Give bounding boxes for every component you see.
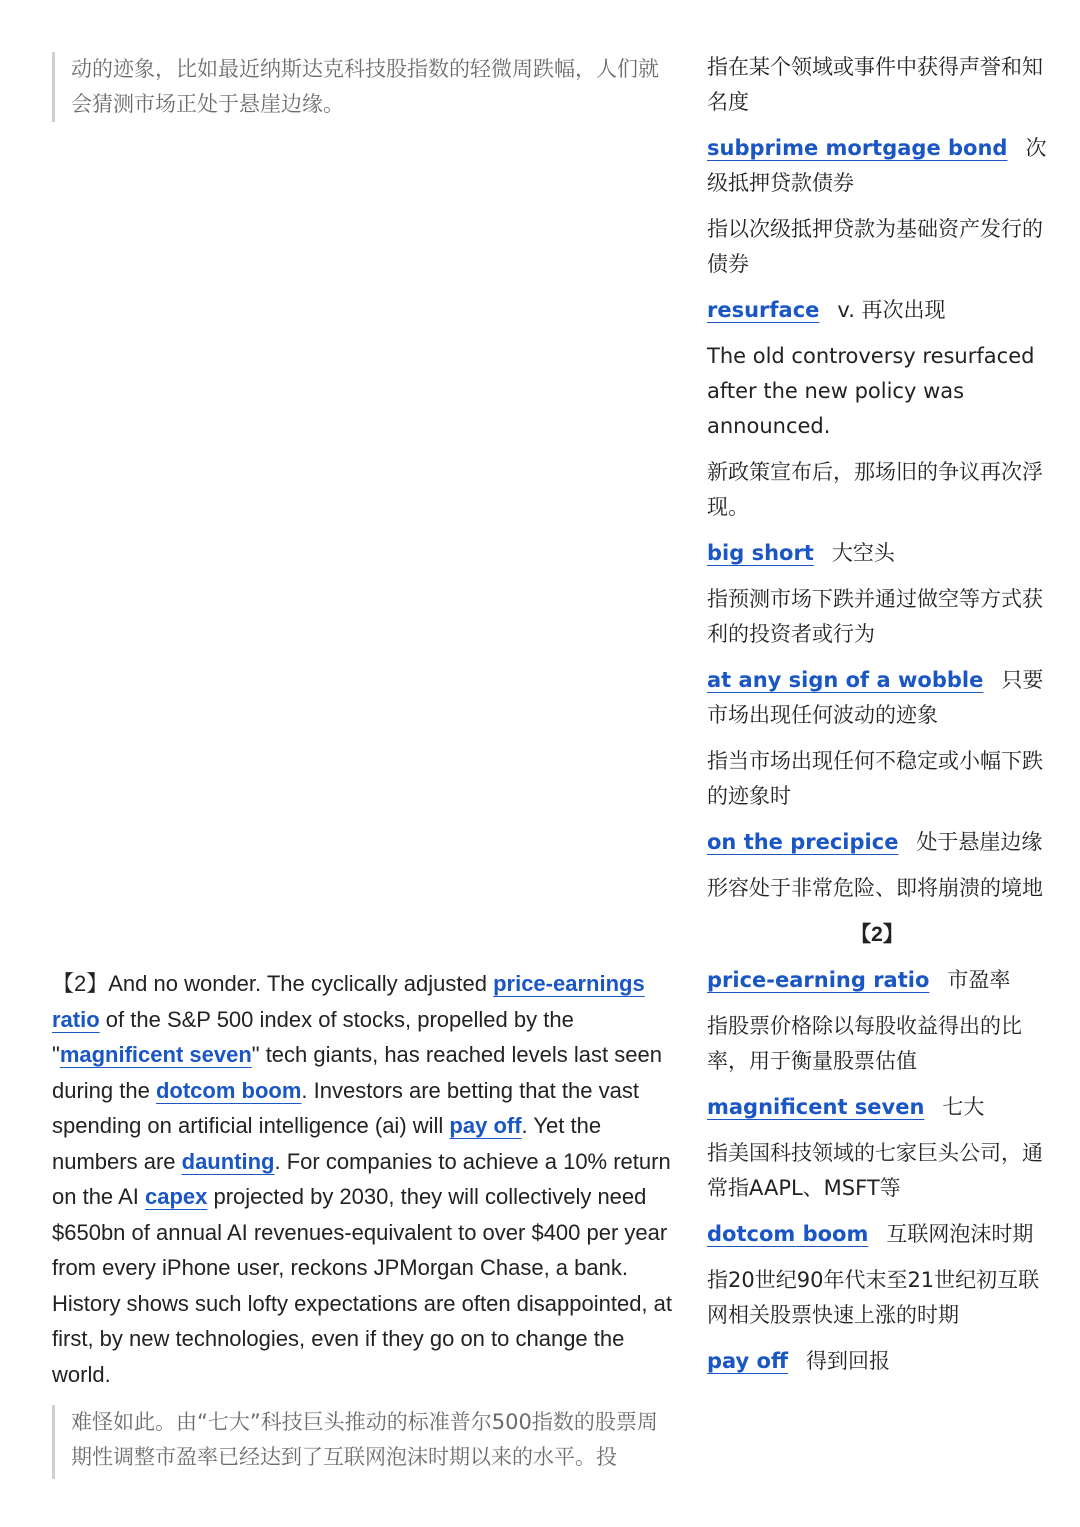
glossary-term-meaning: v. 再次出现 <box>837 298 946 322</box>
link-dotcom-boom[interactable]: dotcom boom <box>155 1077 302 1103</box>
glossary-entry-heading <box>707 1344 1047 1379</box>
glossary-list-a <box>707 131 1047 906</box>
glossary-entry-heading <box>707 663 1047 733</box>
glossary-term-link[interactable]: subprime mortgage bond <box>707 136 1008 160</box>
glossary-term-link[interactable]: big short <box>707 541 814 565</box>
glossary-entry-heading <box>707 825 1047 860</box>
glossary-term-link[interactable]: dotcom boom <box>707 1222 869 1246</box>
glossary-column <box>707 50 1047 1390</box>
glossary-term-link[interactable]: at any sign of a wobble <box>707 668 984 692</box>
glossary-term-meaning: 七大 <box>942 1095 985 1119</box>
glossary-entry-note: The old controversy resurfaced after the new policy was announced. <box>707 344 1035 438</box>
glossary-entry-note: 形容处于非常危险、即将崩溃的境地 <box>707 876 1043 900</box>
glossary-entry-note: 指当市场出现任何不稳定或小幅下跌的迹象时 <box>707 749 1043 808</box>
glossary-term-meaning: 大空头 <box>831 541 895 565</box>
article-paragraph-2 <box>52 966 677 1392</box>
link-price-earnings-ratio[interactable]: price-earnings ratio <box>52 971 645 1032</box>
glossary-term-meaning: 处于悬崖边缘 <box>916 830 1043 854</box>
glossary-entry-heading <box>707 536 1047 571</box>
article-column <box>52 0 680 1527</box>
glossary-term-link[interactable]: magnificent seven <box>707 1095 925 1119</box>
glossary-term-meaning: 互联网泡沫时期 <box>886 1222 1034 1246</box>
glossary-entry-note: 指美国科技领域的七家巨头公司，通常指AAPL、MSFT等 <box>707 1141 1043 1200</box>
glossary-term-link[interactable]: price-earning ratio <box>707 968 930 992</box>
text-segment: of the S&P 500 index of stocks, propelled by the " <box>52 1006 574 1067</box>
glossary-entry-note: 指以次级抵押贷款为基础资产发行的债券 <box>707 217 1043 276</box>
glossary-note: 指在某个领域或事件中获得声誉和知名度 <box>707 55 1043 114</box>
translation-quote-top: 动的迹象，比如最近纳斯达克科技股指数的轻微周跌幅，人们就会猜测市场正处于悬崖边缘。 <box>52 52 677 122</box>
text-segment: . Yet the numbers are <box>52 1113 602 1174</box>
text-segment: " tech giants, has reached levels last seen during the <box>52 1042 662 1103</box>
glossary-term-link[interactable]: pay off <box>707 1349 788 1373</box>
glossary-term-link[interactable]: on the precipice <box>707 830 899 854</box>
translation-quote-bottom: 难怪如此。由“七大”科技巨头推动的标准普尔500指数的股票周期性调整市盈率已经达到了互联网泡沫时期以来的水平。投 <box>52 1405 677 1479</box>
glossary-entry-heading <box>707 1217 1047 1252</box>
section-label: 【2】 <box>850 923 904 946</box>
glossary-entry-note: 指预测市场下跌并通过做空等方式获利的投资者或行为 <box>707 587 1043 646</box>
glossary-term-meaning: 市盈率 <box>947 968 1011 992</box>
paragraph-marker: 【2】 <box>52 971 109 996</box>
glossary-entry-note: 指股票价格除以每股收益得出的比率，用于衡量股票估值 <box>707 1014 1022 1073</box>
link-magnificent-seven[interactable]: magnificent seven <box>59 1042 252 1067</box>
glossary-entry-heading <box>707 963 1047 998</box>
link-daunting[interactable]: daunting <box>181 1148 275 1174</box>
text-segment: And no wonder. The cyclically adjusted <box>108 971 494 996</box>
glossary-term-link[interactable]: resurface <box>707 298 820 322</box>
glossary-entry-note: 新政策宣布后，那场旧的争议再次浮现。 <box>707 460 1043 519</box>
glossary-term-meaning: 只要市场出现任何波动的迹象 <box>707 668 1044 727</box>
link-capex[interactable]: capex <box>144 1184 208 1209</box>
glossary-entry-heading <box>707 293 1047 328</box>
text-segment: projected by 2030, they will collectively need $650bn of annual AI revenues-equivalent to over $400 per year from every iPhone user, reckons JPMorgan Chase, a bank. History shows such lofty expectations are often disappointed, at first, by new technologies, even if they go on to change the world. <box>52 1184 673 1387</box>
glossary-entry-heading <box>707 1090 1047 1125</box>
glossary-term-meaning: 得到回报 <box>806 1349 890 1373</box>
text-segment: . For companies to achieve a 10% return on the AI <box>52 1148 671 1209</box>
glossary-term-meaning: 次级抵押贷款债券 <box>707 136 1047 195</box>
link-pay-off[interactable]: pay off <box>449 1113 522 1138</box>
glossary-entry-heading <box>707 131 1047 201</box>
glossary-list-b <box>707 963 1047 1379</box>
text-segment: . Investors are betting that the vast spending on artificial intelligence (ai) will <box>52 1077 639 1138</box>
glossary-entry-note: 指20世纪90年代末至21世纪初互联网相关股票快速上涨的时期 <box>707 1268 1040 1327</box>
